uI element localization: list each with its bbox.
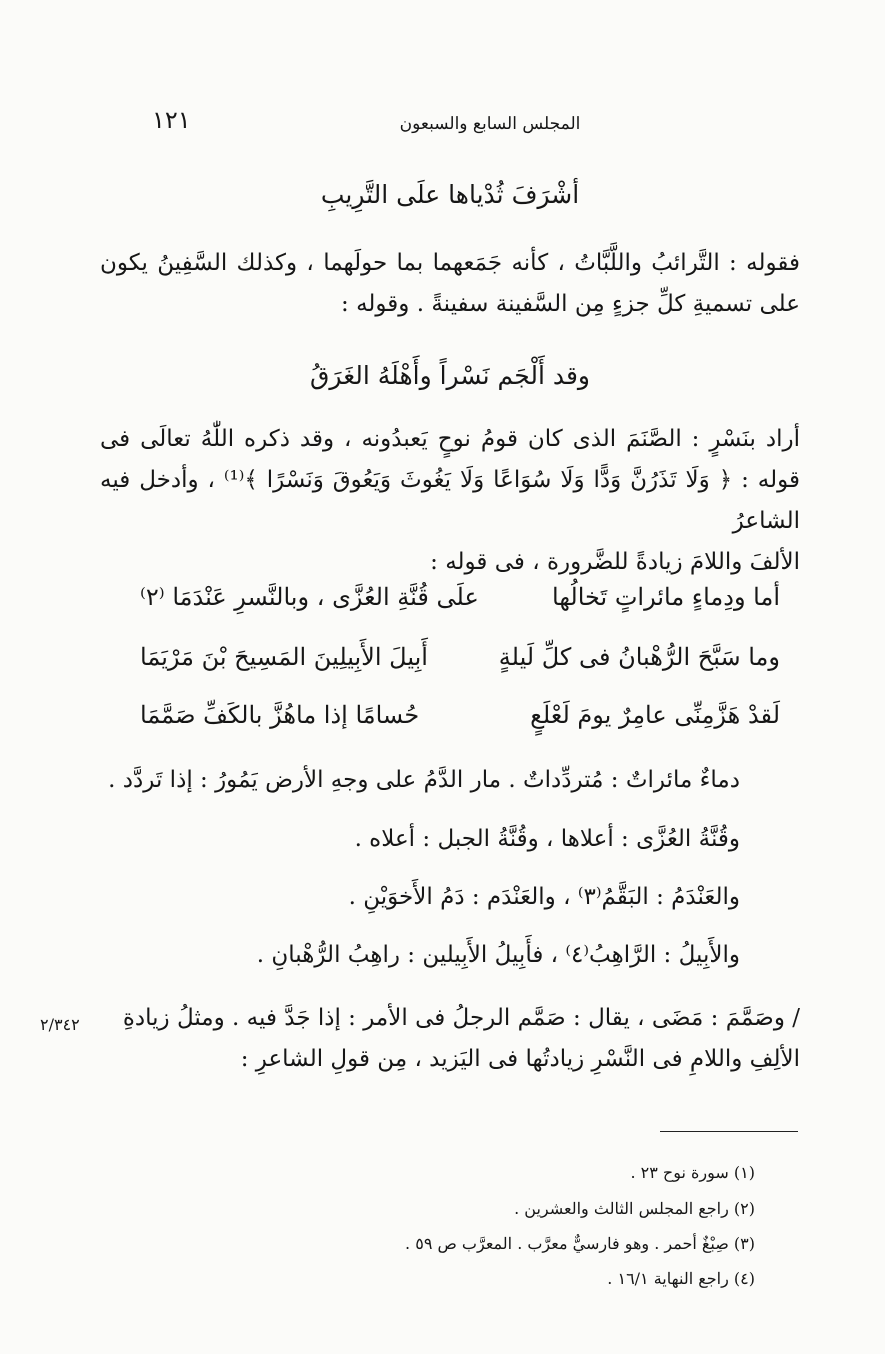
prose-line: فقوله : التَّرائبُ واللَّبَّاتُ ، كأنه جَمَعهما بما حولَهما ، وكذلك السَّفِينُ يكون <box>100 250 800 276</box>
first-hemistich: لَقدْ هَزَّمِنِّى عامِرٌ يومَ لَعْلَعٍ <box>530 701 780 729</box>
prose-block-2 <box>100 419 800 583</box>
first-hemistich: أما ودِماءٍ مائراتٍ تَخالُها <box>552 583 780 611</box>
prose-line: على تسميةِ كلِّ جزءٍ مِن السَّفينة سفينةً . وقوله : <box>341 291 800 317</box>
verse-line-1: أشْرَفَ ثُدْياها علَى التَّرِيبِ <box>320 180 580 209</box>
prose-line: الألِفِ واللامِ فى النَّسْرِ زيادتُها فى اليَزيد ، مِن قولِ الشاعرِ : <box>240 1046 800 1072</box>
footnote: (١) سورة نوح ٢٣ . <box>630 1163 755 1182</box>
first-hemistich: وما سَبَّحَ الرُّهْبانُ فى كلِّ لَيلةٍ <box>498 643 780 671</box>
page-number: ١٢١ <box>152 106 191 134</box>
gloss-line: والعَنْدَمُ : البَقَّمُ⁽٣⁾ ، والعَنْدَم : دَمُ الأَخوَيْنِ . <box>348 884 740 910</box>
poem-couplet <box>140 583 780 625</box>
margin-reference: ٢/٣٤٢ <box>40 1015 80 1034</box>
prose-block-1 <box>100 243 800 325</box>
prose-line: قوله : ﴿ وَلَا تَذَرُنَّ وَدًّا وَلَا سُوَاعًا وَلَا يَغُوثَ وَيَعُوقَ وَنَسْرًا ﴾⁽¹⁾ ، وأدخل فيه الشاعرُ <box>100 467 800 534</box>
verse-line-2: وقد أَلْجَم نَسْراً وأَهْلَهُ الغَرَقُ <box>310 361 590 390</box>
poem-couplet <box>140 643 780 685</box>
footnote-divider <box>660 1131 798 1132</box>
second-hemistich: علَى قُنَّةِ العُزَّى ، وبالنَّسرِ عَنْدَمَا ⁽٢⁾ <box>140 583 479 611</box>
footnote: (٤) راجع النهاية ١٦/١ . <box>607 1269 755 1288</box>
running-title: المجلس السابع والسبعون <box>399 114 581 134</box>
closing-paragraph <box>40 998 800 1080</box>
prose-line: الألفَ واللامَ زيادةً للضَّرورة ، فى قوله : <box>430 549 800 575</box>
footnote: (٢) راجع المجلس الثالث والعشرين . <box>514 1199 755 1218</box>
gloss-line: وقُنَّةُ العُزَّى : أعلاها ، وقُنَّةُ الجبل : أعلاه . <box>354 826 740 852</box>
gloss-line: والأَبِيلُ : الرَّاهِبُ⁽٤⁾ ، فأَبِيلُ الأَبِيلين : راهِبُ الرُّهْبانِ . <box>256 942 740 968</box>
second-hemistich: أَبِيلَ الأَبِيلِينَ المَسِيحَ بْنَ مَرْيَمَا <box>140 643 428 671</box>
gloss-line: دماءٌ مائراتٌ : مُتردِّداتٌ . مار الدَّمُ على وجهِ الأرض يَمُورُ : إذا تَردَّد . <box>108 767 740 793</box>
poem-couplet <box>140 701 780 743</box>
second-hemistich: حُسامًا إذا ماهُزَّ بالكَفِّ صَمَّمَا <box>140 701 420 729</box>
prose-line: أراد بنَسْرٍ : الصَّنَمَ الذى كان قومُ نوحٍ يَعبدُونه ، وقد ذكره اللّٰهُ تعالَى فى <box>100 426 800 452</box>
footnote: (٣) صِبْغٌ أحمر . وهو فارسيٌّ معرَّب . المعرَّب ص ٥٩ . <box>405 1234 755 1253</box>
prose-line: / وصَمَّمَ : مَضَى ، يقال : صَمَّم الرجلُ فى الأمر : إذا جَدَّ فيه . ومثلُ زيادةِ <box>122 1005 800 1031</box>
